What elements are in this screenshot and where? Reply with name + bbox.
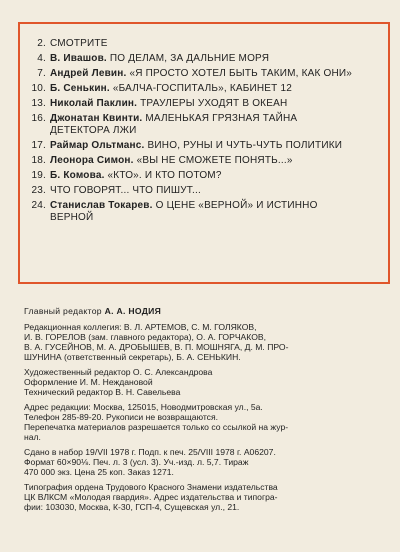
toc-page-number: 16. (31, 113, 46, 124)
toc-page-number: 2. (37, 38, 46, 49)
toc-item (26, 185, 356, 197)
print-details-line: Сдано в набор 19/VII 1978 г. Подп. к печ. 25/VIII 1978 г. А06207. (24, 447, 276, 457)
typography-line: ЦК ВЛКСМ «Молодая гвардия». Адрес издательства и типогра- (24, 492, 278, 502)
toc-author: Леонора Симон. (50, 155, 134, 166)
toc-author: Раймар Ольтманс. (50, 140, 145, 151)
editorial-board (24, 322, 386, 362)
toc-item (26, 200, 356, 224)
typography-details (24, 482, 386, 512)
toc-item (26, 170, 356, 182)
address-line: Перепечатка материалов разрешается только со ссылкой на жур- (24, 422, 289, 432)
toc-title: ПО ДЕЛАМ, ЗА ДАЛЬНИЕ МОРЯ (109, 53, 270, 64)
toc-entry-text (50, 83, 356, 95)
toc-item (26, 83, 356, 95)
toc-author: Б. Сенькин. (50, 83, 110, 94)
toc-page-number: 24. (31, 200, 46, 211)
imprint (24, 306, 386, 517)
toc-entry-text (50, 185, 356, 197)
toc-author: Андрей Левин. (50, 68, 127, 79)
toc-page-number: 17. (31, 140, 46, 151)
toc-title: О ЦЕНЕ «ВЕРНОЙ» И ИСТИННО ВЕРНОЙ (50, 200, 318, 223)
table-of-contents-box (18, 22, 390, 284)
toc-title: ТРАУЛЕРЫ УХОДЯТ В ОКЕАН (140, 98, 288, 109)
toc-entry-text (50, 200, 356, 224)
editorial-board-line: Редакционная коллегия: В. Л. АРТЕМОВ, С. М. ГОЛЯКОВ, (24, 322, 257, 332)
toc-page-number: 10. (31, 83, 46, 94)
toc-author: Б. Комова. (50, 170, 105, 181)
toc-title: ЧТО ГОВОРЯТ... ЧТО ПИШУТ... (50, 185, 201, 196)
toc-title: «БАЛЧА-ГОСПИТАЛЬ», КАБИНЕТ 12 (112, 83, 292, 94)
toc-title: МАЛЕНЬКАЯ ГРЯЗНАЯ ТАЙНА ДЕТЕКТОРА ЛЖИ (50, 113, 298, 136)
editorial-staff (24, 367, 386, 397)
toc-item (26, 113, 356, 137)
toc-author: Николай Паклин. (50, 98, 138, 109)
address-line: Телефон 285-89-20. Рукописи не возвращаются. (24, 412, 219, 422)
toc-page-number: 23. (31, 185, 46, 196)
toc-title: ВИНО, РУНЫ И ЧУТЬ-ЧУТЬ ПОЛИТИКИ (147, 140, 343, 151)
toc-page-number: 18. (31, 155, 46, 166)
toc-entry-text (50, 170, 356, 182)
toc-page-number: 7. (37, 68, 46, 79)
toc-title: СМОТРИТЕ (50, 38, 108, 49)
chief-editor-line (24, 306, 386, 316)
toc-item (26, 140, 356, 152)
typography-line: Типография ордена Трудового Красного Знамени издательства (24, 482, 278, 492)
toc-entry-text (50, 53, 356, 65)
toc-item (26, 155, 356, 167)
toc-item (26, 98, 356, 110)
toc-page-number: 4. (37, 53, 46, 64)
toc-title: «ВЫ НЕ СМОЖЕТЕ ПОНЯТЬ...» (136, 155, 293, 166)
toc-item (26, 38, 356, 50)
address-line: нал. (24, 432, 41, 442)
toc-author: Станислав Токарев. (50, 200, 153, 211)
toc-entry-text (50, 38, 356, 50)
editorial-staff-line: Оформление И. М. Неждановой (24, 377, 153, 387)
toc-author: Джонатан Квинти. (50, 113, 143, 124)
typography-line: фии: 103030, Москва, К-30, ГСП-4, Сущевская ул., 21. (24, 502, 240, 512)
editorial-address (24, 402, 386, 442)
editorial-staff-line: Художественный редактор О. С. Александрова (24, 367, 213, 377)
toc-entry-text (50, 98, 356, 110)
toc-list (26, 38, 356, 227)
toc-title: «КТО». И КТО ПОТОМ? (107, 170, 222, 181)
toc-title: «Я ПРОСТО ХОТЕЛ БЫТЬ ТАКИМ, КАК ОНИ» (129, 68, 353, 79)
toc-item (26, 53, 356, 65)
chief-editor-name: А. А. НОДИЯ (104, 306, 162, 316)
toc-page-number: 13. (31, 98, 46, 109)
editorial-board-line: ШУНИНА (ответственный секретарь), Б. А. СЕНЬКИН. (24, 352, 241, 362)
toc-entry-text (50, 113, 356, 137)
editorial-board-line: В. А. ГУСЕЙНОВ, М. А. ДРОБЫШЕВ, В. П. МОШНЯГА, Д. М. ПРО- (24, 342, 289, 352)
editorial-staff-line: Технический редактор В. Н. Савельева (24, 387, 181, 397)
toc-item (26, 68, 356, 80)
toc-entry-text (50, 68, 356, 80)
editorial-board-line: И. В. ГОРЕЛОВ (зам. главного редактора), О. А. ГОРЧАКОВ, (24, 332, 266, 342)
address-line: Адрес редакции: Москва, 125015, Новодмитровская ул., 5а. (24, 402, 263, 412)
print-details-line: 470 000 экз. Цена 25 коп. Заказ 1271. (24, 467, 174, 477)
chief-editor-label: Главный редактор (24, 306, 102, 316)
toc-entry-text (50, 140, 356, 152)
toc-page-number: 19. (31, 170, 46, 181)
toc-entry-text (50, 155, 356, 167)
print-details-line: Формат 60×90⅛. Печ. л. 3 (усл. 3). Уч.-изд. л. 5,7. Тираж (24, 457, 249, 467)
print-details (24, 447, 386, 477)
toc-author: В. Ивашов. (50, 53, 107, 64)
